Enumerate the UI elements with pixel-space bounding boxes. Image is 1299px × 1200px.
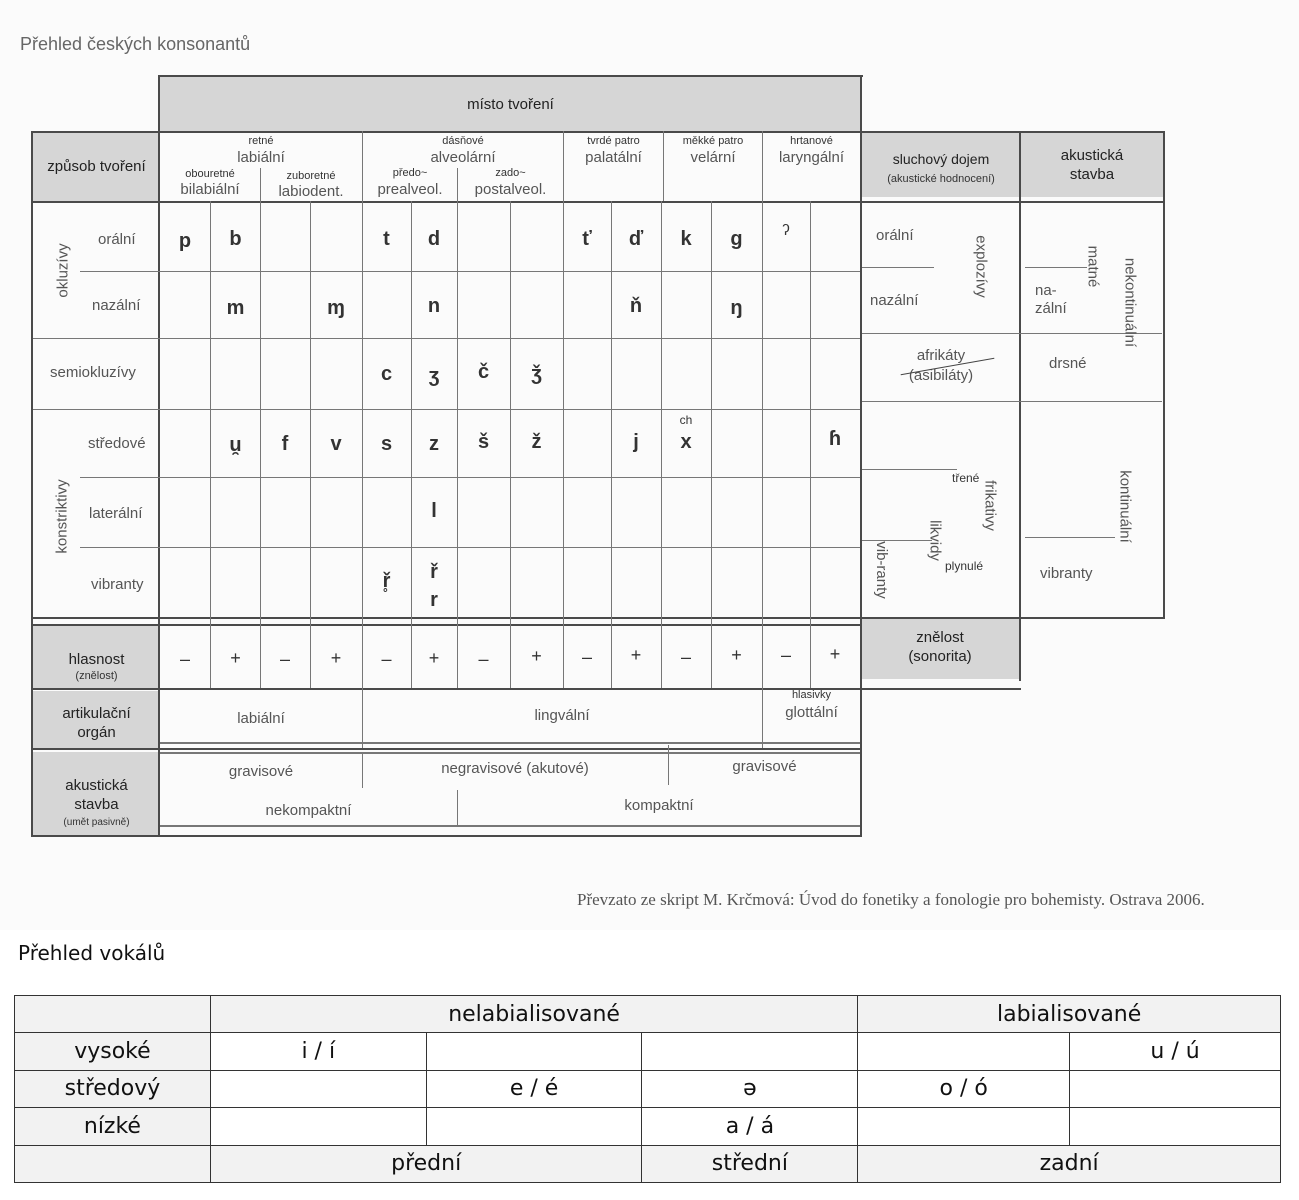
vowel-row-nizke — [15, 1108, 1281, 1145]
misto-tvoreni-label: místo tvoření — [467, 96, 554, 113]
symbol-zh: ž — [531, 431, 542, 453]
frame-line — [711, 201, 712, 688]
symbol-ch-label: ch — [679, 413, 693, 427]
vowel-stredovy-label: středový — [15, 1070, 211, 1107]
vowel-empty-cell — [210, 1108, 426, 1145]
predo-label: předo~ — [392, 167, 428, 179]
voicing-plus: + — [230, 648, 241, 668]
sluch-trene: třené — [952, 471, 980, 485]
symbol-h: ɦ — [828, 428, 842, 450]
frame-line — [862, 401, 1162, 402]
voicing-plus: + — [731, 645, 742, 665]
sluchovy-dojem-label: sluchový dojem — [892, 151, 990, 167]
symbol-m: m — [226, 297, 245, 319]
sluch-vibranty: vib-ranty — [873, 541, 890, 599]
voicing-minus: – — [581, 647, 592, 667]
vowel-title: Přehled vokálů — [18, 941, 166, 965]
frame-line — [1019, 131, 1021, 681]
symbol-dz: ʒ — [428, 365, 440, 387]
frame-line — [862, 469, 957, 470]
zado-label: zado~ — [495, 167, 526, 179]
akust-gravisove-2: gravisové — [732, 758, 797, 775]
nazalni-label: nazální — [92, 297, 141, 314]
symbol-ng: ŋ — [730, 297, 743, 319]
sluch-oralni: orální — [876, 227, 914, 244]
symbol-glottal: ʔ — [782, 222, 790, 239]
symbol-c: c — [380, 363, 393, 385]
voicing-minus: – — [279, 649, 290, 669]
vowel-nelabialisovane: nelabialisované — [210, 996, 857, 1033]
symbol-p: p — [178, 230, 192, 252]
organ-glottalni: glottální — [785, 704, 838, 721]
vowel-o: o / ó — [858, 1070, 1070, 1107]
akust-vibranty: vibranty — [1040, 565, 1093, 582]
frame-line — [160, 825, 861, 827]
postalveol-label: postalveol. — [474, 181, 547, 198]
frame-line — [80, 271, 860, 272]
vowel-corner-cell — [15, 996, 211, 1033]
vowel-empty-cell — [858, 1108, 1070, 1145]
voicing-minus: – — [478, 649, 489, 669]
bilabialni-label: bilabiální — [180, 181, 240, 198]
frame-line — [1025, 267, 1087, 268]
akusticka-bottom-sub: (umět pasivně) — [63, 817, 130, 828]
symbol-s: s — [380, 433, 393, 455]
stredove-label: středové — [88, 435, 146, 452]
frame-line — [860, 75, 862, 837]
symbol-mj: ɱ — [327, 297, 345, 319]
symbol-t: t — [383, 228, 390, 250]
symbol-v: v — [330, 433, 342, 455]
symbol-dzh: ǯ — [531, 363, 542, 385]
voicing-minus: – — [381, 649, 392, 669]
vowel-nizke-label: nízké — [15, 1108, 211, 1145]
symbol-g: g — [730, 228, 743, 250]
consonant-title: Přehled českých konsonantů — [20, 34, 251, 54]
symbol-x: x — [680, 431, 692, 453]
zpusob-tvoreni-label: způsob tvoření — [47, 158, 146, 175]
akust-matne: matné — [1084, 245, 1102, 288]
vowel-i: i / í — [210, 1033, 426, 1070]
semiokluzivy-label: semiokluzívy — [50, 364, 136, 381]
frame-line — [1163, 131, 1165, 619]
vowel-row-stredovy — [15, 1070, 1281, 1107]
frame-line — [31, 835, 861, 837]
vowel-e: e / é — [426, 1070, 642, 1107]
vibranty-label: vibranty — [91, 576, 144, 593]
hlasnost-sub: (znělost) — [75, 670, 118, 682]
sluch-explozivy: explozívy — [972, 235, 990, 298]
vowel-corner-cell — [15, 1145, 211, 1182]
frame-line — [31, 131, 1165, 133]
organ-label: artikulační orgán — [62, 705, 131, 741]
hrtanove-label: hrtanové — [790, 135, 833, 147]
vowel-empty-cell — [426, 1033, 642, 1070]
znelost-sub: (sonorita) — [908, 648, 972, 665]
palatalni-label: palatální — [585, 149, 642, 166]
vowel-schwa: ə — [642, 1070, 858, 1107]
vowel-labialisovane: labialisované — [858, 996, 1281, 1033]
lateralni-label: laterální — [89, 505, 143, 522]
frame-line — [1025, 537, 1115, 538]
symbol-r: r — [430, 589, 438, 611]
laryngalni-label: laryngální — [778, 149, 845, 166]
akusticka-bottom-label: akustická stavba — [65, 777, 128, 813]
frame-line — [563, 201, 564, 688]
vowel-empty-cell — [642, 1033, 858, 1070]
frame-line — [862, 267, 934, 268]
frame-line — [862, 333, 1162, 334]
sluch-frikativy: frikativy — [981, 480, 999, 531]
frame-line — [31, 617, 1165, 619]
voicing-minus: – — [680, 647, 691, 667]
frame-line — [160, 752, 861, 754]
sluch-likvidy: likvidy — [926, 520, 944, 561]
akust-gravisove-1: gravisové — [228, 763, 294, 780]
symbol-f: f — [281, 433, 289, 455]
tvrde-patro-label: tvrdé patro — [587, 135, 640, 147]
voicing-plus: + — [428, 648, 440, 668]
akust-nazalni: na-zální — [1035, 282, 1067, 317]
symbol-nj: ň — [629, 295, 643, 317]
vowel-vysoke-label: vysoké — [15, 1033, 211, 1070]
frame-line — [31, 624, 861, 626]
vowel-stredni: střední — [642, 1145, 858, 1182]
vowel-table — [14, 995, 1281, 1183]
frame-line — [31, 688, 1021, 690]
voicing-plus: + — [829, 644, 841, 664]
symbol-b: b — [229, 228, 242, 250]
vowel-empty-cell — [1070, 1108, 1281, 1145]
frame-line — [31, 201, 1165, 203]
voicing-plus: + — [330, 648, 342, 668]
prealveol-label: prealveol. — [377, 181, 443, 198]
velarni-label: velární — [690, 149, 736, 166]
oralni-label: orální — [98, 231, 136, 248]
vowel-row-vysoke — [15, 1033, 1281, 1070]
voicing-minus: – — [780, 645, 791, 665]
voicing-plus: + — [531, 646, 542, 666]
vowel-header-row — [15, 996, 1281, 1033]
konstriktivy-label: konstriktivy — [53, 479, 71, 554]
vowel-predni: přední — [210, 1145, 642, 1182]
symbol-dj: ď — [628, 228, 644, 250]
symbol-ch-c: č — [477, 361, 490, 383]
organ-lingvalni: lingvální — [534, 707, 590, 724]
frame-line — [31, 748, 861, 750]
akust-kompaktni: kompaktní — [624, 797, 694, 814]
vowel-zadni: zadní — [858, 1145, 1281, 1182]
organ-hlasivky: hlasivky — [791, 689, 832, 701]
frame-line — [160, 742, 861, 744]
okluzivy-label: okluzívy — [54, 243, 72, 298]
vowel-empty-cell — [210, 1070, 426, 1107]
vowel-empty-cell — [858, 1033, 1070, 1070]
akust-drsne: drsné — [1049, 355, 1087, 372]
akust-kontinualni: kontinuální — [1116, 470, 1134, 543]
sluch-asibilaty: (asibiláty) — [908, 367, 974, 384]
alveolarni-label: alveolární — [430, 149, 496, 166]
frame-line — [80, 547, 860, 548]
frame-line — [80, 477, 860, 478]
obouretne-label: obouretné — [185, 168, 235, 180]
dasnove-label: dásňové — [442, 135, 484, 147]
zuboretne-label: zuboretné — [286, 170, 336, 182]
akust-nekompaktni: nekompaktní — [265, 802, 352, 819]
sluch-afrikaty: afrikáty — [916, 347, 966, 364]
sluch-plynule: plynulé — [945, 559, 984, 573]
symbol-sh: š — [477, 431, 490, 453]
symbol-k: k — [680, 228, 692, 250]
symbol-tj: ť — [582, 228, 592, 250]
symbol-d: d — [427, 228, 441, 250]
vowel-a: a / á — [642, 1108, 858, 1145]
vowel-u: u / ú — [1070, 1033, 1281, 1070]
symbol-rzh: ř — [430, 561, 438, 583]
voicing-plus: + — [630, 645, 642, 665]
vowel-empty-cell — [426, 1108, 642, 1145]
organ-labialni: labiální — [237, 710, 285, 727]
symbol-n: n — [427, 295, 441, 317]
voicing-minus: – — [179, 649, 190, 669]
symbol-j: j — [633, 431, 639, 453]
vowel-footer-row — [15, 1145, 1281, 1182]
frame-line — [33, 409, 860, 410]
hlasnost-label: hlasnost — [68, 651, 125, 668]
symbol-rzh-voiceless: ř̥ — [382, 570, 391, 592]
akust-nekontinualni: nekontinuální — [1121, 257, 1139, 348]
source-citation: Převzato ze skript M. Krčmová: Úvod do fonetiky a fonologie pro bohemisty. Ostrava 2006. — [577, 890, 1205, 909]
symbol-l: l — [431, 500, 437, 522]
vowel-empty-cell — [1070, 1070, 1281, 1107]
frame-line — [33, 338, 860, 339]
akusticka-stavba-label: akustická stavba — [1060, 147, 1124, 183]
symbol-z: z — [429, 433, 439, 455]
sluchovy-dojem-sub: (akustické hodnocení) — [887, 173, 995, 185]
znelost-label: znělost — [916, 629, 964, 646]
retne-label: retné — [248, 135, 274, 147]
symbol-u-nonsyllabic: u̯ — [229, 434, 242, 456]
akust-negravisove: negravisové (akutové) — [441, 760, 589, 777]
labialni-label: labiální — [237, 149, 285, 166]
frame-line — [158, 75, 863, 77]
labiodent-label: labiodent. — [278, 183, 344, 200]
sluch-nazalni: nazální — [870, 292, 919, 309]
mekke-patro-label: měkké patro — [682, 135, 744, 147]
